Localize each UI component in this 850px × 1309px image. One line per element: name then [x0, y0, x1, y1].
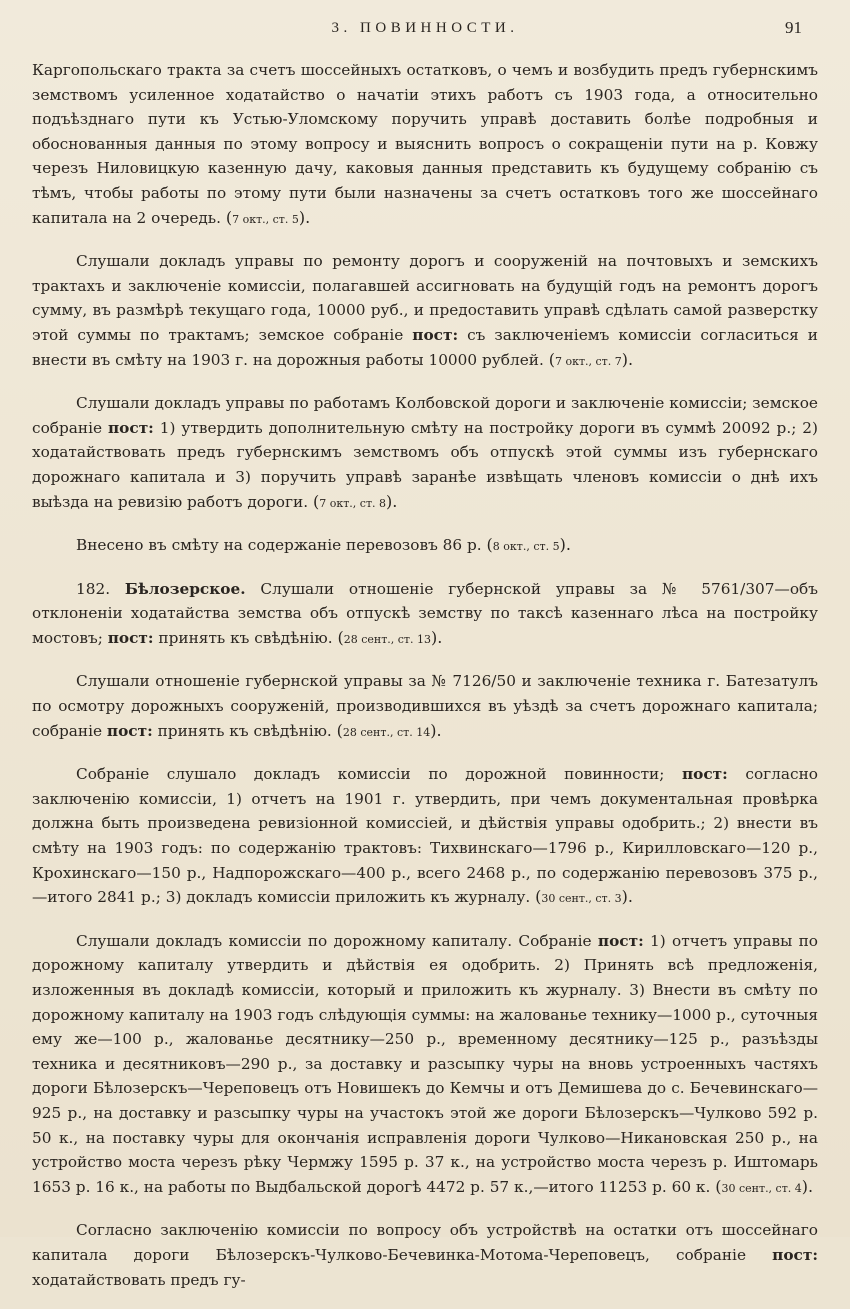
paragraph	[32, 391, 818, 516]
paragraph-text: Согласно заключенію комиссіи по вопросу объ устройствѣ на остатки отъ шоссейнаго капитала дороги Бѣлозерскъ-Чулково-Бечевинка-Мотома-Череповецъ, собраніе	[32, 1221, 818, 1264]
body-text	[32, 58, 818, 1309]
session-reference-text: 8 окт., ст. 5	[492, 540, 560, 554]
session-reference: (30 сент., ст. 4).	[715, 1176, 814, 1196]
session-reference-text: 7 окт., ст. 8	[319, 496, 387, 510]
session-reference: (7 окт., ст. 8).	[312, 491, 398, 511]
session-reference-text: 7 окт., ст. 7	[554, 354, 622, 368]
paragraph-text: Собраніе слушало докладъ комиссіи по дорожной повинности;	[76, 765, 682, 784]
bold-term: пост:	[107, 628, 154, 647]
paragraph-text: 1) утвердить дополнительную смѣту на постройку дороги въ суммѣ 20092 р.; 2) ходатайствовать предъ губернскимъ земствомъ объ отпускѣ этой суммы изъ губернскаго дорожнаго капитала и 3) поручить управѣ заранѣе извѣщать членовъ комиссіи о днѣ ихъ выѣзда на ревизію работъ дороги.	[32, 418, 818, 511]
paragraph	[32, 58, 818, 232]
session-reference-text: 28 сент., ст. 13	[343, 632, 432, 646]
bold-term: пост:	[597, 931, 644, 950]
paragraph-text: Слушали отношеніе губернской управы за № 7126/50 и заключеніе техника г. Батезатулъ по осмотру дорожныхъ сооруженій, производившихся въ уѣздѣ за счетъ дорожнаго капитала; собраніе	[32, 672, 818, 740]
paragraph-text: ходатайствовать предъ гу-	[32, 1270, 246, 1289]
paragraph-text: Каргопольскаго тракта за счетъ шоссейныхъ остатковъ, о чемъ и возбудить предъ губернскимъ земствомъ усиленное ходатайство о начатіи этихъ работъ съ 1903 года, а относительно подъѣзднаго пути къ Устью-Уломскому поручить управѣ доставить болѣе подробныя и обоснованныя данныя по этому вопросу и выяснить вопросъ о сокращеніи пути на р. Ковжу черезъ Ниловицкую казенную дачу, каковыя данныя представить къ будущему собранію съ тѣмъ, чтобы работы по этому пути были назначены за счетъ остатковъ того же шоссейнаго капитала на 2 очередь.	[32, 61, 818, 227]
paragraph-text: 1) отчетъ управы по дорожному капиталу утвердить и дѣйствія ея одобрить. 2) Принять всѣ предложенія, изложенныя въ докладѣ комиссіи, который и приложить къ журналу. 3) Внести въ смѣту по дорожному капиталу на 1903 годъ слѣдующія суммы: на жалованье технику—1000 р., суточныя ему же—100 р., жалованье десятнику—250 р., временному десятнику—125 р., разъѣзды техника и десятниковъ—290 р., за доставку и разсыпку чуры на вновь устроенныхъ частяхъ дороги Бѣлозерскъ—Череповецъ отъ Новишекъ до Кемчы и отъ Демишева до с. Бечевинскаго—925 р., на доставку и разсыпку чуры на участокъ этой же дороги Бѣлозерскъ—Чулково 592 р. 50 к., на поставку чуры для окончанія исправленія дороги Чулково—Никановская 250 р., на устройство моста черезъ рѣку Чермжу 1595 р. 37 к., на устройство моста черезъ р. Иштомарь 1653 р. 16 к., на работы по Выдбальской дорогѣ 4472 р. 57 к.,—итого 11253 р. 60 к.	[32, 931, 819, 1196]
paragraph	[32, 533, 818, 560]
session-reference: (8 окт., ст. 5).	[486, 535, 571, 555]
session-reference: (28 сент., ст. 13).	[337, 627, 443, 647]
paragraph-text: согласно заключенію комиссіи, 1) отчетъ на 1901 г. утвердить, при чемъ документальная провѣрка должна быть произведена ревизіонной комиссіей, и дѣйствія управы одобрить.; 2) внести въ смѣту на 1903 годъ: по содержанію трактовъ: Тихвинскаго—1796 р., Кирилловскаго—120 р., Крохинскаго—150 р., Надпорожскаго—400 р., всего 2468 р., по содержанію перевозовъ 375 р.,—итого 2841 р.; 3) докладъ комиссіи приложить къ журналу.	[32, 765, 818, 907]
bold-term: пост:	[772, 1245, 818, 1264]
paragraph-text: съ заключеніемъ комиссіи согласиться и внести въ смѣту на 1903 г. на дорожныя работы 10000 рублей.	[32, 325, 818, 369]
session-reference-text: 28 сент., ст. 14	[342, 725, 431, 739]
paragraph-text: Слушали докладъ управы по работамъ Колбовской дороги и заключеніе комиссіи; земское собраніе	[32, 394, 818, 437]
session-reference-text: 30 сент., ст. 4	[721, 1181, 802, 1195]
session-reference-text: 30 сент., ст. 3	[541, 892, 622, 906]
paragraph-text: Слушали докладъ управы по ремонту дорогъ и сооруженій на почтовыхъ и земскихъ трактахъ и заключеніе комиссіи, полагавшей ассигновать на будущій годъ на ремонтъ дорогъ сумму, въ размѣрѣ текущаго года, 10000 руб., и предоставить управѣ сдѣлать самой разверстку этой суммы по трактамъ; земское собраніе	[32, 252, 818, 344]
paragraph	[32, 669, 818, 745]
paragraph-text: принять къ свѣдѣнію.	[153, 628, 338, 647]
session-reference: (28 сент., ст. 14).	[336, 720, 442, 740]
paragraph-text: принять къ свѣдѣнію.	[152, 721, 337, 740]
paragraph	[32, 929, 818, 1202]
paragraph	[32, 762, 818, 912]
bold-term: пост:	[106, 721, 153, 740]
paragraph-text: 182.	[76, 579, 125, 598]
running-title: 3. ПОВИННОСТИ.	[331, 20, 519, 36]
session-reference: (7 окт., ст. 5).	[225, 207, 311, 227]
bold-term: пост:	[412, 325, 459, 344]
paragraph-text: Внесено въ смѣту на содержаніе перевозовъ 86 р.	[76, 536, 487, 555]
session-reference: (30 сент., ст. 3).	[535, 887, 633, 907]
bold-term: пост:	[681, 765, 728, 784]
page-header	[0, 18, 850, 46]
page-number: 91	[785, 18, 802, 37]
bold-term: Бѣлозерское.	[124, 579, 246, 598]
paragraph-text: Слушали отношеніе губернской управы за № 5761/307—объ отклоненіи ходатайства земства объ отпускѣ земству по таксѣ казеннаго лѣса на постройку мостовъ;	[32, 579, 818, 647]
session-reference-text: 7 окт., ст. 5	[232, 212, 299, 226]
bold-term: пост:	[107, 418, 154, 437]
paragraph	[32, 577, 818, 653]
paragraph	[32, 249, 818, 374]
paragraph	[32, 1218, 818, 1292]
paragraph-text: Слушали докладъ комиссіи по дорожному капиталу. Собраніе	[76, 931, 598, 950]
session-reference: (7 окт., ст. 7).	[548, 349, 634, 369]
